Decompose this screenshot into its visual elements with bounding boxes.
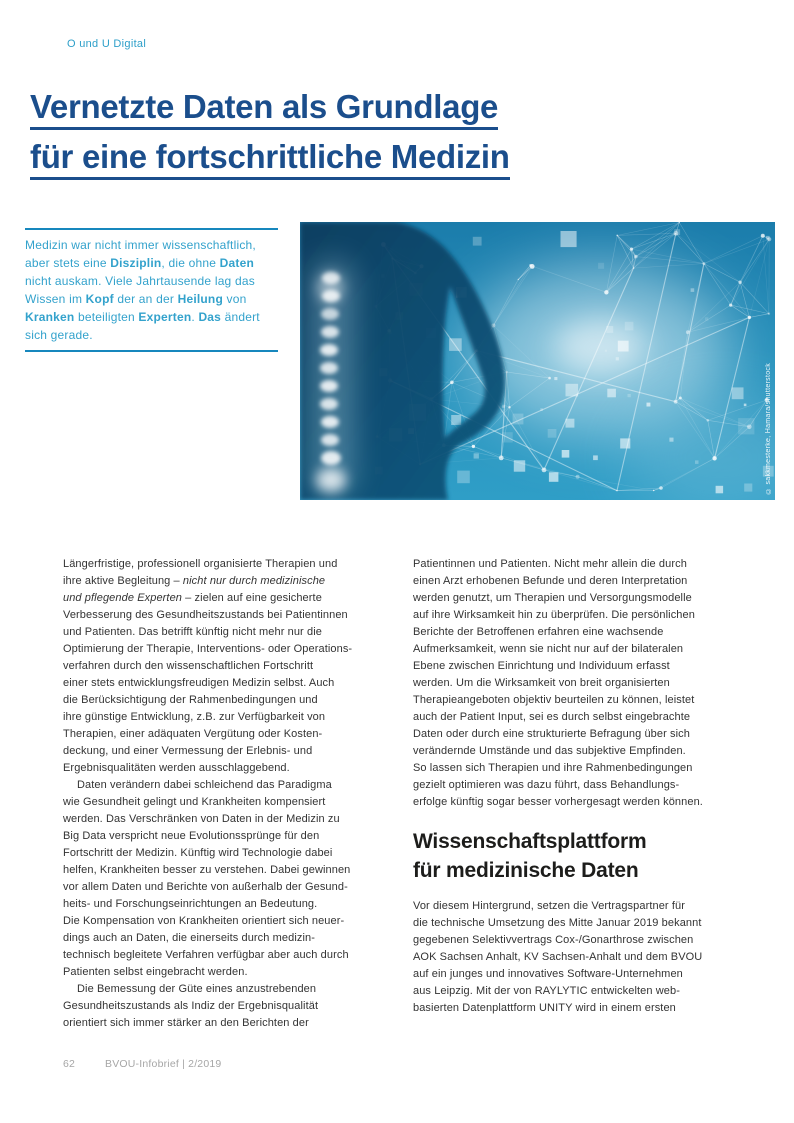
publication-info: BVOU-Infobrief | 2/2019 [105, 1058, 222, 1070]
page-title [30, 88, 510, 188]
page-footer [63, 1058, 222, 1070]
image-credit: © sakkmesterke, Hamara/shutterstock [765, 362, 772, 494]
article-right-column [413, 556, 747, 1017]
spine-xray-glow [312, 260, 354, 498]
hero-image-artwork [300, 222, 775, 500]
page-title-line-1: Vernetzte Daten als Grundlage [30, 88, 498, 130]
intro-paragraph: Medizin war nicht immer wissenschaftlich, aber stets eine Disziplin, die ohne Daten nicht auskam. Viele Jahrtausende lag das Wissen im Kopf der an der Heilung von Kranken beteiligten Experten. Das ändert sich gerade. [25, 228, 278, 352]
article-right-paragraph-2: Vor diesem Hintergrund, setzen die Vertragspartner für die technische Umsetzung des Mitte Januar 2019 bekannt gegebenen Selektivvertrags Cox-/Gonarthrose zwischen AOK Sachsen Anhalt, KV Sachsen-Anhalt und dem BVOU auf ein junges und innovatives Software-Unternehmen aus Leipzig. Mit der von RAYLYTIC entwickelten web- basierten Datenplattform UNITY wird in einem ersten [413, 900, 703, 1014]
kicker-label: O und U Digital [67, 38, 147, 50]
section-heading: Wissenschaftsplattform für medizinische Daten [413, 830, 647, 882]
hero-image [300, 222, 775, 500]
page-title-line-2: für eine fortschrittliche Medizin [30, 138, 510, 180]
page-number: 62 [63, 1058, 76, 1070]
article-left-column: Längerfristige, professionell organisierte Therapien und ihre aktive Begleitung – nicht nur durch medizinische und pflegende Experten – zielen auf eine gesicherte Verbesserung des Gesundheitszustands bei Patientinnen und Patienten. Das betrifft künftig nicht mehr nur die Optimierung der Therapie, Interventions- oder Operations- verfahren durch den wissenschaftlichen Fortschritt einer stets entwicklungsfreudigen Medizin selbst. Auch die Berücksichtigung der Rahmenbedingungen und ihre günstige Entwicklung, z.B. zur Verfügbarkeit von Therapien, einer adäquaten Vergütung oder Kosten- deckung, und einer Vermessung der Erlebnis- und Ergebnisqualitäten werden ausschlaggebend. Daten verändern dabei schleichend das Paradigma wie Gesundheit gelingt und Krankheiten kompensiert werden. Das Verschränken von Daten in der Medizin zu Big Data verspricht neue Evolutionssprünge für den Fortschritt der Medizin. Künftig wird Technologie dabei helfen, Krankheiten besser zu verstehen. Dabei gewinnen vor allem Daten und Berichte von außerhalb der Gesund- heits- und Forschungseinrichtungen an Bedeutung. Die Kompensation von Krankheiten orientiert sich neuer- dings auch an Daten, die einerseits durch medizin- technisch begleitete Verfahren verfügbar aber auch durch Patienten selbst eingebracht werden. Die Bemessung der Güte eines anzustrebenden Gesundheitszustands als Indiz der Ergebnisqualität orientiert sich immer stärker an den Berichten der [63, 558, 353, 1029]
article-right-paragraph-1: Patientinnen und Patienten. Nicht mehr allein die durch einen Arzt erhobenen Befunde und deren Interpretation werden genutzt, um Therapien und Versorgungsmodelle auf ihre Wirksamkeit hin zu überprüfen. Die persönlichen Berichte der Betroffenen erfahren eine wachsende Aufmerksamkeit, wenn sie nicht nur auf der bilateralen Ebene zwischen Einrichtung und Individuum erfasst werden. Um die Wirksamkeit von breit organisierten Therapieangeboten objektiv beurteilen zu können, leistet auch der Patient Input, sei es durch selbst eingebrachte Daten oder durch eine strukturierte Befragung über sich verändernde Umstände und das subjektive Empfinden. So lassen sich Therapien und ihre Rahmenbedingungen gezielt optimieren was dazu führt, dass Behandlungs- erfolge künftig sogar besser vorhergesagt werden können. [413, 558, 703, 808]
hero-core-glow [554, 319, 646, 375]
